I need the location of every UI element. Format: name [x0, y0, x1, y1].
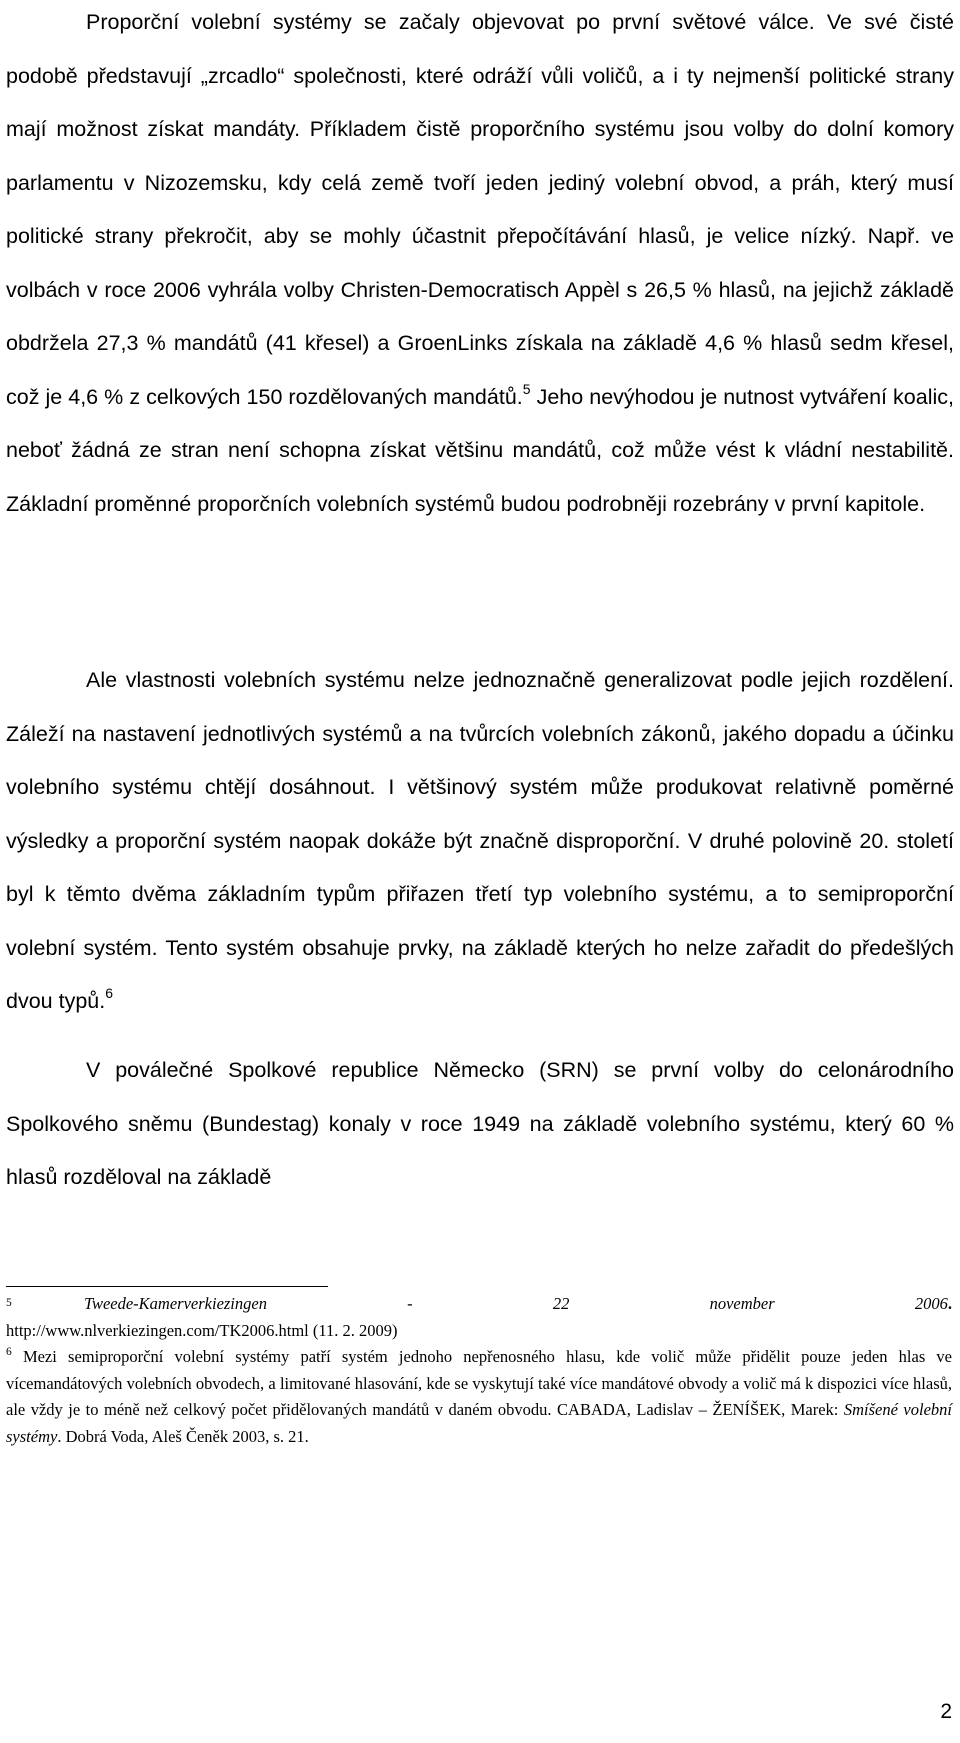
paragraph-1-text: Proporční volební systémy se začaly objevovat po první světové válce. Ve své čisté podobě představují „zrcadlo“ společnosti, které odráží vůli voličů, a i ty nejmenší politické strany mají možnost získat mandáty. Příkladem čistě proporčního systému jsou volby do dolní komory parlamentu v Nizozemsku, kdy celá země tvoří jeden jediný volební obvod, a práh, který musí politické strany překročit, aby se mohly účastnit přepočítávání hlasů, je velice nízký. Např. ve volbách v roce 2006 vyhrála volby Christen-Democratisch Appèl s 26,5 % hlasů, na jejichž základě obdržela 27,3 % mandátů (41 křesel) a GroenLinks získala na základě 4,6 % hlasů sedm křesel, což je 4,6 % z celkových 150 rozdělovaných mandátů. [6, 10, 954, 409]
footnote-5-word: 22 [552, 1294, 570, 1313]
paragraph-1 [6, 0, 954, 531]
footnotes [6, 1291, 952, 1451]
paragraph-1-tail: Jeho nevýhodou je nutnost vytváření koalic, neboť žádná ze stran není schopna získat většinu mandátů, což může vést k vládní nestabilitě. Základní proměnné proporčních volebních systémů budou podrobněji rozebrány v první kapitole. [6, 384, 954, 516]
footnote-6 [6, 1344, 952, 1450]
footnote-6-book-title: Smíšené volební systémy [6, 1400, 952, 1446]
footnote-5-period: . [947, 1294, 952, 1313]
footnote-5 [6, 1291, 952, 1344]
footnote-6-tail: . Dobrá Voda, Aleš Čeněk 2003, s. 21. [57, 1426, 309, 1446]
footnote-6-number: 6 [6, 1346, 12, 1359]
footnote-5-word: Tweede-Kamerverkiezingen [84, 1294, 267, 1313]
footnote-5-word: - [407, 1294, 413, 1313]
footnote-5-title-line: 5 Tweede-Kamerverkiezingen - 22 november 2006. [6, 1291, 952, 1318]
paragraph-3 [6, 1044, 954, 1205]
footnote-ref-5[interactable]: 5 [522, 380, 531, 397]
footnote-5-word: november [709, 1294, 775, 1313]
footnote-5-url[interactable]: http://www.nlverkiezingen.com/TK2006.html (11. 2. 2009) [6, 1320, 398, 1340]
page-number: 2 [940, 1700, 952, 1723]
footnote-ref-6[interactable]: 6 [105, 985, 114, 1001]
paragraph-2-text: Ale vlastnosti volebních systému nelze jednoznačně generalizovat podle jejich rozdělení. Záleží na nastavení jednotlivých systémů a na tvůrcích volebních zákonů, jakého dopadu a účinku volebního systému chtějí dosáhnout. I většinový systém může produkovat relativně poměrné výsledky a proporční systém naopak dokáže být značně disproporční. V druhé polovině 20. století byl k těmto dvěma základním typům přiřazen třetí typ volebního systému, a to semiproporční volební systém. Tento systém obsahuje prvky, na základě kterých ho nelze zařadit do předešlých dvou typů. [6, 668, 954, 1013]
paragraph-3-text: V poválečné Spolkové republice Německo (SRN) se první volby do celonárodního Spolkového sněmu (Bundestag) konaly v roce 1949 na základě volebního systému, který 60 % hlasů rozděloval na základě [6, 1058, 954, 1189]
footnote-separator [6, 1286, 328, 1287]
footnote-5-word: 2006 [914, 1294, 948, 1313]
footnote-6-text: Mezi semiproporční volební systémy patří systém jednoho nepřenosného hlasu, kde volič může přidělit pouze jeden hlas ve vícemandátových volebních obvodech, a limitované hlasování, kde se vyskytují také více mandátové obvody a volič má k dispozici více hlasů, ale vždy je to méně než celkový počet přidělovaných mandátů v daném obvodu. CABADA, Ladislav – ŽENÍŠEK, Marek: [6, 1347, 952, 1420]
paragraph-2 [6, 654, 954, 1029]
